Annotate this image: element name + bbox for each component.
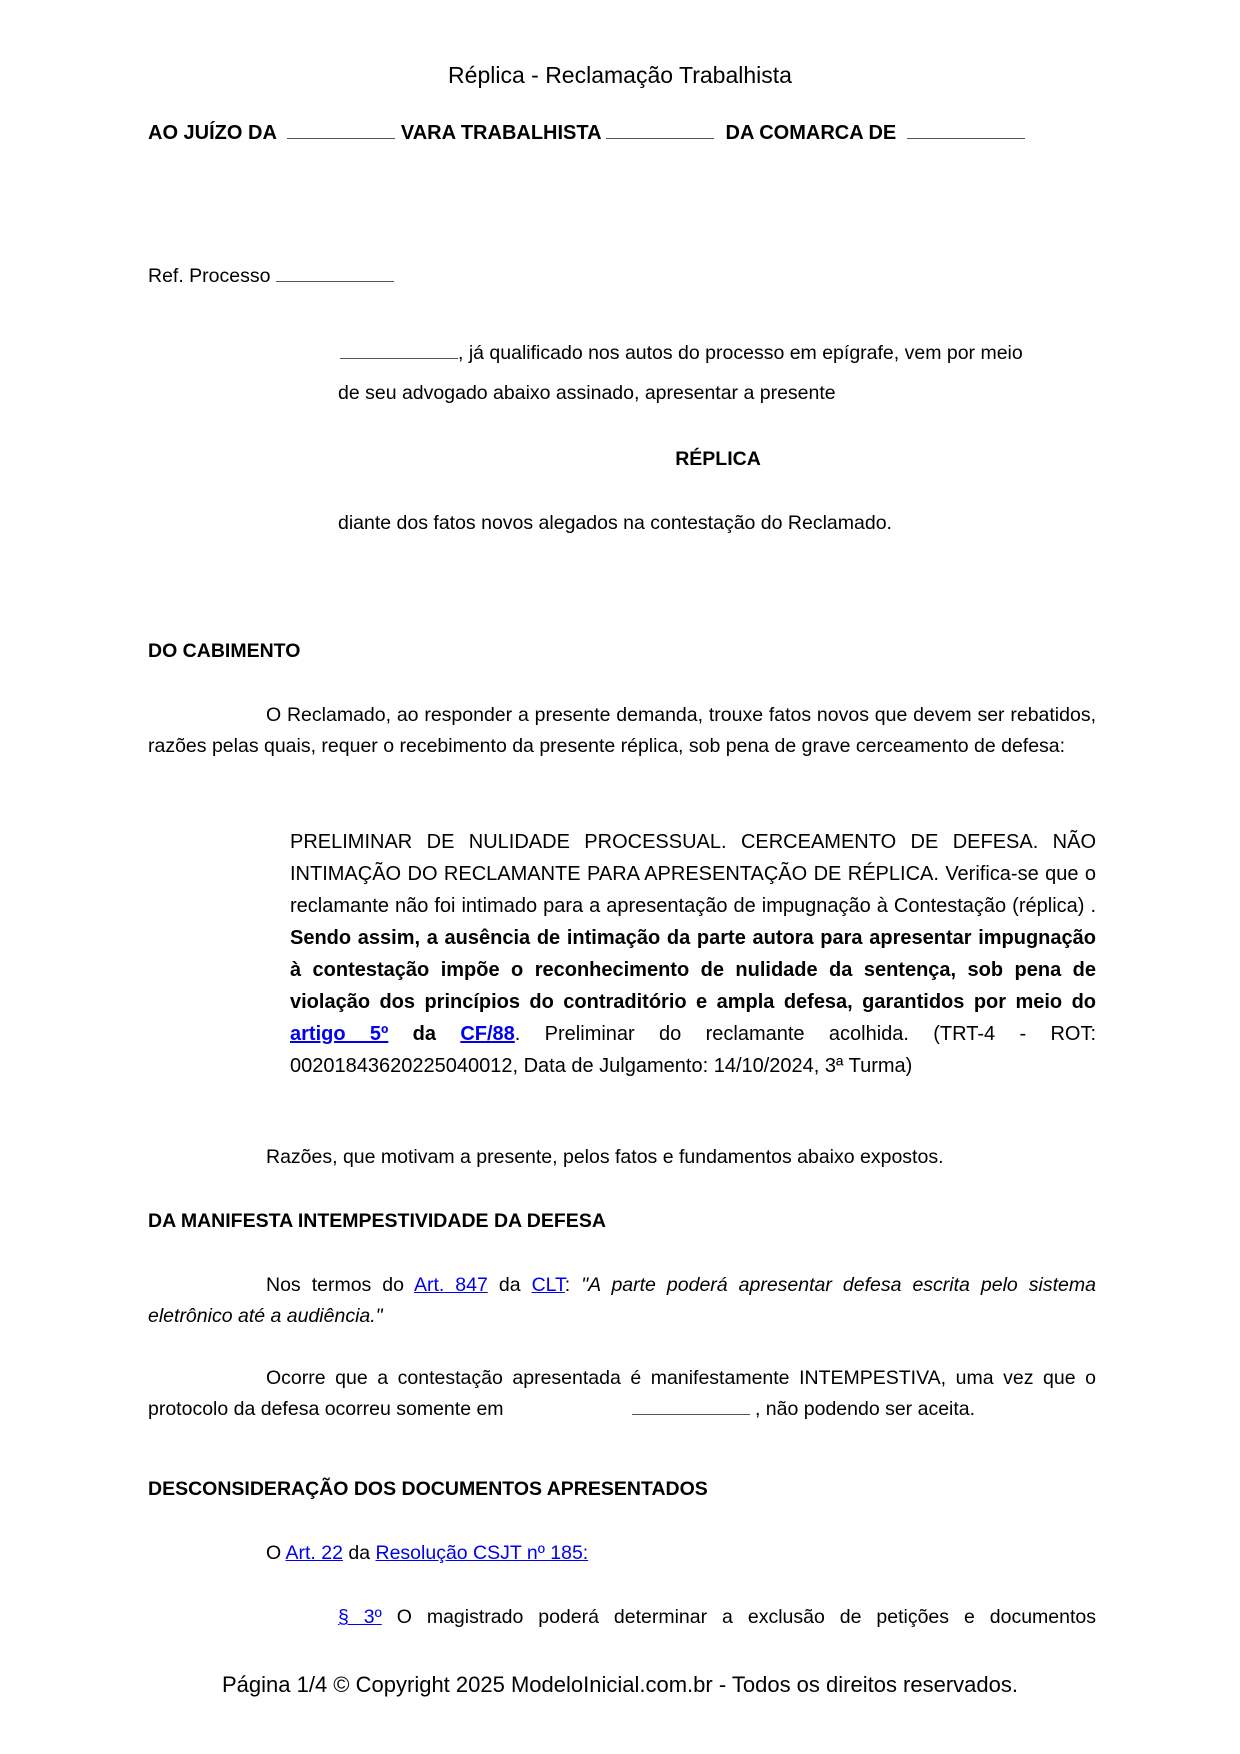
quote-bold-text: da [388,1023,461,1045]
link-art-22[interactable]: Art. 22 [285,1542,343,1564]
link-artigo-5[interactable]: artigo 5º [290,1023,389,1045]
text: , não podendo ser aceita. [754,1398,976,1420]
document-type: RÉPLICA [675,448,761,470]
blank-field [287,122,395,139]
intro-line-1 [340,338,1096,369]
text: Ocorre que a contestação apresentada é manifestamente INTEMPESTIVA, uma vez que o protocolo da defesa ocorreu somente em [148,1367,1096,1420]
text: Nos termos do [266,1274,414,1296]
text: da [487,1274,532,1296]
intro-line-2: de seu advogado abaixo assinado, apresentar a presente [338,382,836,404]
ref-label: Ref. Processo [148,265,271,287]
cabimento-closing: Razões, que motivam a presente, pelos fatos e fundamentos abaixo expostos. [266,1146,944,1168]
document-title: Réplica - Reclamação Trabalhista [448,62,792,88]
link-resolucao-csjt-185[interactable]: Resolução CSJT nº 185: [375,1542,589,1564]
link-cf-88[interactable]: CF/88 [460,1023,515,1045]
link-art-847[interactable]: Art. 847 [413,1274,488,1296]
clt-quote: "A parte poderá apresentar defesa escrita pelo sistema eletrônico até a audiência." [148,1274,1096,1327]
text: O magistrado poderá determinar a exclusão de petições e documentos [381,1606,1096,1628]
jurisprudence-quote [290,826,1096,1082]
quote-text: PRELIMINAR DE NULIDADE PROCESSUAL. CERCEAMENTO DE DEFESA. NÃO INTIMAÇÃO DO RECLAMANTE PARA APRESENTAÇÃO DE RÉPLICA. Verifica-se que o reclamante não foi intimado para a apresentação de impugnação à Contestação (réplica) . [290,831,1096,917]
intro-line-3: diante dos fatos novos alegados na contestação do Reclamado. [338,512,892,534]
process-reference [148,265,394,288]
text: : [564,1274,582,1296]
link-clt[interactable]: CLT [531,1274,565,1296]
blank-field [276,265,394,282]
quote-text: . Preliminar do reclamante acolhida. (TRT-4 - ROT: 00201843620225040012, Data de Julgamento: 14/10/2024, 3ª Turma) [290,1023,1096,1077]
blank-field [606,122,714,139]
court-label: DA COMARCA DE [725,122,897,144]
section-heading-intempestividade: DA MANIFESTA INTEMPESTIVIDADE DA DEFESA [148,1210,606,1232]
blank-field [907,122,1025,139]
intro-text: , já qualificado nos autos do processo em epígrafe, vem por meio [458,342,1023,364]
documentos-paragraph-1 [266,1542,588,1565]
cabimento-paragraph: O Reclamado, ao responder a presente demanda, trouxe fatos novos que devem ser rebatidos, razões pelas quais, requer o recebimento da presente réplica, sob pena de grave cerceamento de defesa: [148,704,1096,757]
page-footer: Página 1/4 © Copyright 2025 ModeloInicial.com.br - Todos os direitos reservados. [222,1672,1018,1697]
text: O [266,1542,286,1564]
court-addressing [148,122,1025,145]
link-paragrafo-3[interactable]: § 3º [338,1606,382,1628]
blank-field [340,342,458,359]
section-heading-documentos: DESCONSIDERAÇÃO DOS DOCUMENTOS APRESENTADOS [148,1478,708,1500]
intempestividade-paragraph-1 [148,1270,1096,1332]
intempestividade-paragraph-2 [148,1363,1096,1425]
text: da [342,1542,376,1564]
court-label: AO JUÍZO DA [148,122,277,144]
court-label: VARA TRABALHISTA [400,122,601,144]
documentos-paragraph-2 [338,1606,1096,1629]
section-heading-cabimento: DO CABIMENTO [148,640,301,662]
quote-bold-text: Sendo assim, a ausência de intimação da parte autora para apresentar impugnação à contestação impõe o reconhecimento de nulidade da sentença, sob pena de violação dos princípios do contraditório e ampla defesa, garantidos por meio do [290,927,1096,1013]
blank-field [632,1398,750,1415]
